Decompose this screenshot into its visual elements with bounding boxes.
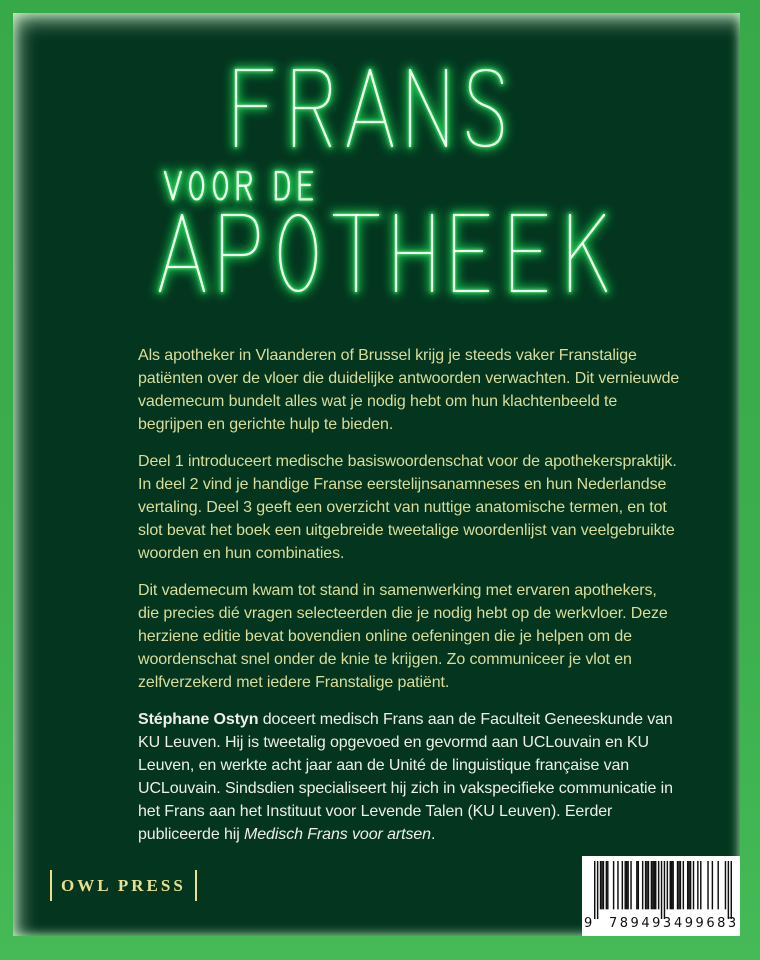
intro-paragraph: Als apotheker in Vlaanderen of Brussel krijg je steeds vaker Franstalige patiënten over de vloer die duidelijke antwoorden verwachten. Dit vernieuwde vademecum bundelt alles wat je nodig hebt om hun klachtenbeeld te begrijpen en gerichte hulp te bieden. bbox=[138, 347, 680, 433]
isbn-group-1: 789493 bbox=[609, 916, 674, 931]
back-cover-text bbox=[138, 344, 680, 860]
author-bio bbox=[138, 708, 680, 846]
isbn-lead-digit: 9 bbox=[584, 916, 593, 931]
neon-title-word-apotheek bbox=[130, 185, 640, 326]
neon-title-words-voor-de bbox=[135, 142, 345, 235]
publisher-name: OWL PRESS bbox=[61, 875, 186, 895]
author-bio-closing: . bbox=[430, 826, 436, 843]
barcode bbox=[582, 856, 740, 936]
author-name: Stéphane Ostyn bbox=[138, 711, 259, 728]
neon-title-word-frans bbox=[202, 40, 538, 181]
publisher-right-rule bbox=[195, 870, 197, 901]
previous-book-title: Medisch Frans voor artsen bbox=[244, 826, 431, 843]
author-bio-text: doceert medisch Frans aan de Faculteit Geneeskunde van KU Leuven. Hij is tweetalig opgevoed en gevormd aan UCLouvain en KU Leuven, en werkte acht jaar aan de Unité de linguistique française van UCLouvain. Sindsdien specialiseert hij zich in vakspecifieke communicatie in het Frans aan het Instituut voor Levende Talen (KU Leuven). Eerder publiceerde hij bbox=[138, 711, 673, 843]
contents-paragraph: Deel 1 introduceert medische basiswoordenschat voor de apothekerspraktijk. In deel 2 vind je handige Franse eerstelijnsanamneses en hun Nederlandse vertaling. Deel 3 geeft een overzicht van nuttige anatomische termen, en tot slot bevat het boek een uitgebreide tweetalige woordenlijst van veelgebruikte woorden en hun combinaties. bbox=[138, 453, 677, 562]
barcode-bars-icon bbox=[594, 861, 732, 919]
publisher-logo bbox=[50, 870, 197, 901]
book-cover bbox=[13, 13, 740, 936]
isbn-group-2: 499683 bbox=[674, 916, 739, 931]
collaboration-paragraph: Dit vademecum kwam tot stand in samenwerking met ervaren apothekers, die precies dié vragen selecteerden die je nodig hebt op de werkvloer. Deze herziene editie bevat bovendien online oefeningen die je helpen om de woordenschat snel onder de knie te krijgen. Zo communiceer je vlot en zelfverzekerd met iedere Franstalige patiënt. bbox=[138, 582, 668, 691]
publisher-left-rule bbox=[50, 870, 52, 901]
